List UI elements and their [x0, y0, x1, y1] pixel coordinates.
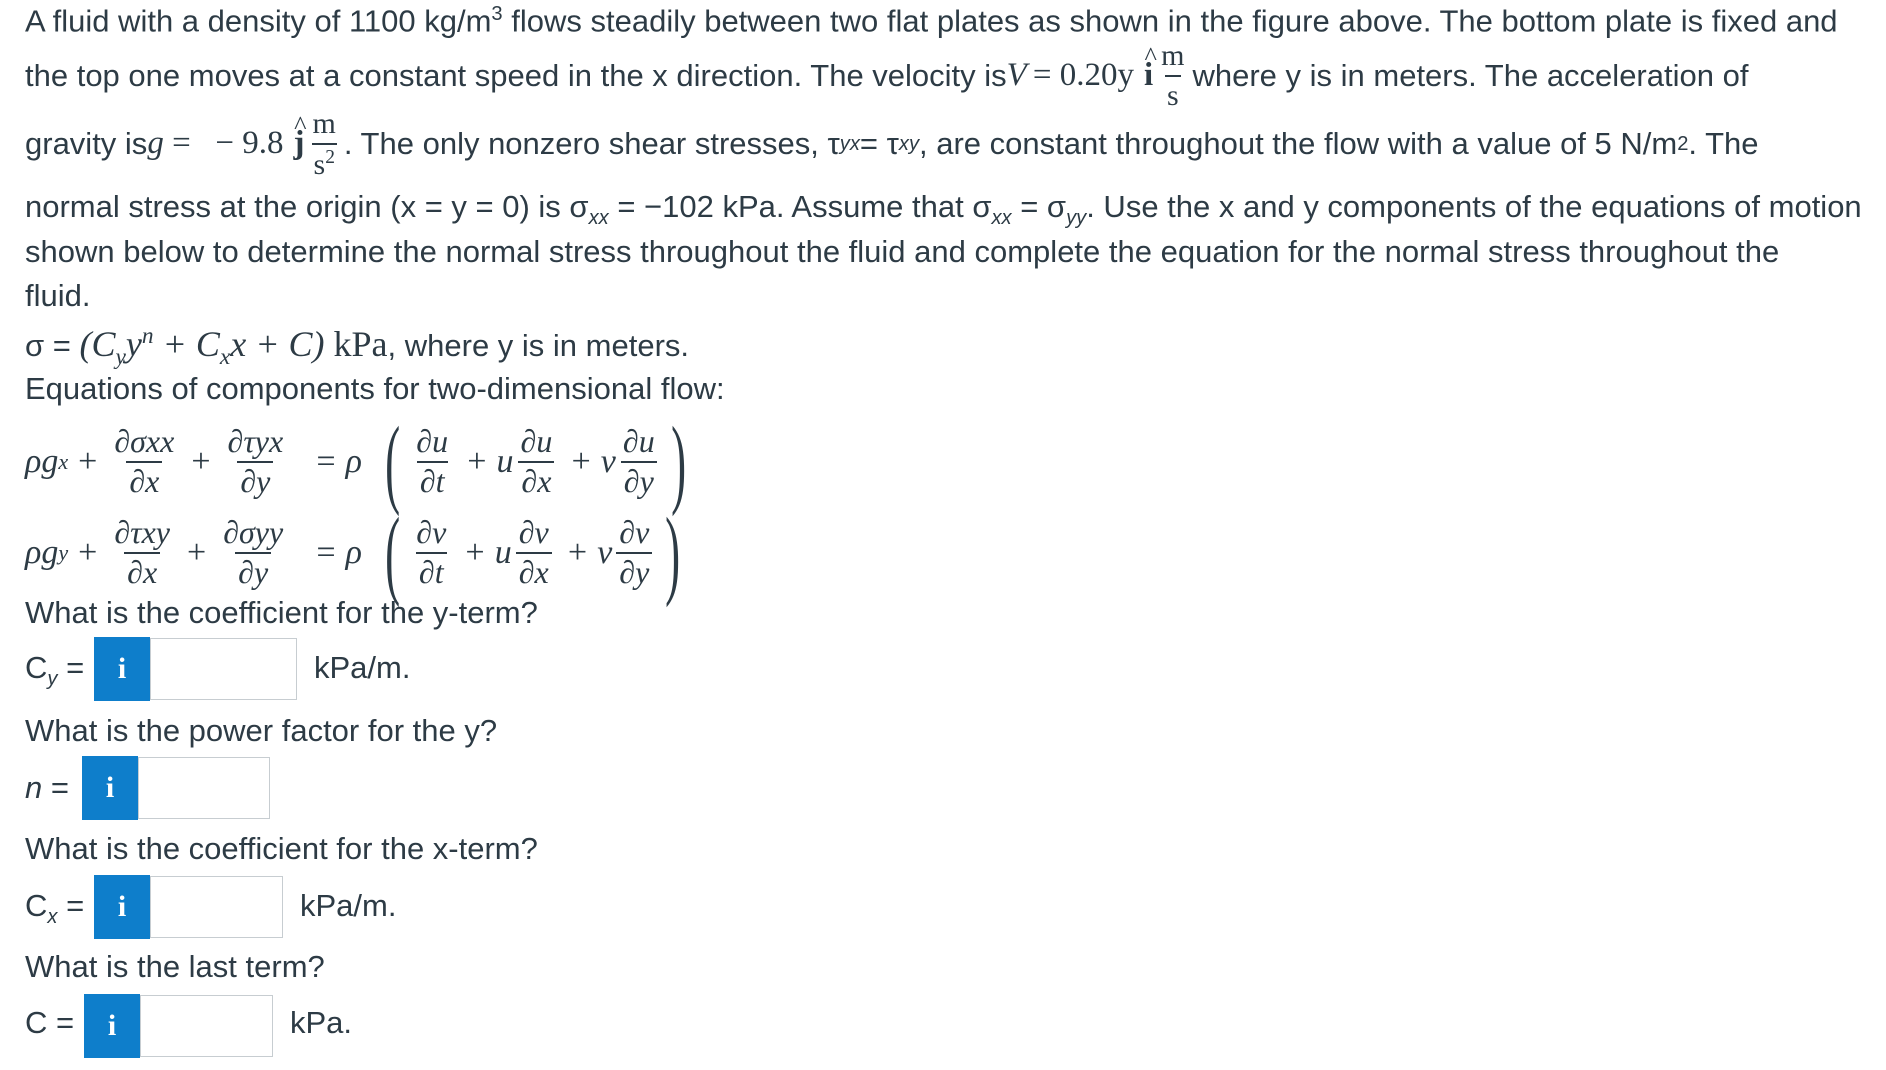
label-text: C: [25, 650, 48, 685]
question-text: What is the last term?: [25, 949, 325, 984]
subscript: xy: [898, 132, 920, 155]
j-hat-unit-vector: ^ j: [294, 124, 305, 164]
velocity-units: [1159, 40, 1186, 111]
subscript: y: [58, 540, 69, 565]
question-text: What is the coefficient for the y-term?: [25, 595, 538, 630]
fraction-denominator: ∂x: [126, 461, 162, 499]
unit-denominator: [312, 143, 337, 181]
n-info-button[interactable]: i: [82, 756, 138, 820]
x-momentum-equation: [25, 406, 695, 517]
problem-text: = −102 kPa. Assume that σ: [608, 189, 992, 224]
fraction-numerator: ∂u: [520, 423, 553, 460]
eq-term: + u: [463, 534, 512, 571]
eq-term: + v: [569, 443, 616, 480]
subscript: yx: [839, 132, 860, 155]
problem-text: = σ: [1011, 189, 1067, 224]
label-eq: =: [42, 770, 69, 805]
unit-s: s: [313, 147, 326, 181]
subscript: y: [115, 344, 126, 371]
fraction-numerator: ∂σxx: [114, 423, 175, 460]
subscript: x: [47, 906, 58, 929]
eq-fraction: [111, 516, 173, 589]
expr-unit: kPa: [324, 324, 388, 364]
problem-line-2: [25, 40, 1748, 111]
eq-rho: = ρ: [314, 534, 362, 571]
fraction-denominator: ∂x: [516, 552, 552, 590]
n-answer-input[interactable]: [138, 757, 270, 819]
fraction-numerator: ∂u: [416, 423, 449, 460]
expr-part: y: [125, 324, 142, 364]
gravity-units: [311, 108, 338, 180]
eq-fraction: [413, 425, 451, 498]
label-eq: =: [57, 888, 85, 923]
n-label: [25, 770, 69, 806]
fraction-numerator: ∂v: [619, 514, 650, 551]
question-text: What is the coefficient for the x-term?: [25, 831, 538, 866]
problem-text: where y is in meters. The acceleration of: [1192, 57, 1749, 93]
velocity-symbol: V: [1006, 56, 1027, 93]
question-cy: [25, 594, 538, 631]
fraction-numerator: ∂u: [622, 423, 655, 460]
heading-text: Equations of components for two-dimensional flow:: [25, 371, 725, 406]
eq-rho: = ρ: [314, 443, 362, 480]
eq-lhs: ρg: [25, 443, 59, 480]
eq-fraction: [516, 516, 552, 589]
label-text: n: [25, 770, 43, 805]
fraction-numerator: ∂τyx: [227, 423, 284, 460]
subscript: x: [219, 344, 231, 371]
cy-label: [25, 650, 84, 691]
fraction-denominator: ∂y: [616, 552, 652, 590]
problem-text: the top one moves at a constant speed in the x direction. The velocity is: [25, 57, 1007, 93]
equations-heading: [25, 370, 725, 407]
gravity-expression: = − 9.8: [163, 125, 284, 162]
unit-denominator: s: [1165, 75, 1181, 112]
subscript: x: [58, 449, 69, 474]
label-text: C: [25, 888, 48, 923]
fraction-denominator: ∂y: [621, 461, 657, 499]
fraction-denominator: ∂y: [237, 461, 273, 499]
eq-fraction: [616, 516, 652, 589]
expr-part: + C): [246, 324, 325, 364]
gravity-symbol: g: [147, 125, 164, 162]
problem-text: . Use the x and y components of the equations of motion: [1086, 189, 1862, 224]
fraction-denominator: ∂x: [124, 552, 160, 590]
cy-unit: kPa/m.: [314, 650, 411, 685]
c-info-button[interactable]: i: [84, 994, 140, 1058]
eq-fraction: [413, 516, 449, 589]
eq-term: + u: [465, 443, 514, 480]
plus-operator: +: [191, 443, 211, 480]
velocity-expression: = 0.20y: [1032, 56, 1134, 93]
plus-operator: +: [78, 443, 98, 480]
fraction-denominator: ∂x: [518, 461, 554, 499]
superscript: 3: [491, 3, 503, 25]
fraction-denominator: ∂y: [235, 552, 271, 590]
question-c: [25, 948, 325, 985]
fraction-numerator: ∂v: [416, 514, 447, 551]
right-paren: ): [665, 497, 681, 608]
eq-term: + v: [565, 534, 613, 571]
superscript: n: [141, 323, 154, 349]
label-eq: =: [47, 1005, 75, 1040]
problem-line-6: [25, 277, 90, 314]
plus-operator: +: [78, 534, 98, 571]
problem-text: . The only nonzero shear stresses, τ: [343, 126, 840, 162]
left-paren: (: [385, 497, 401, 608]
eq-fraction: [220, 516, 286, 589]
fraction-numerator: ∂τxy: [114, 514, 170, 551]
plus-operator: +: [187, 534, 207, 571]
fraction-numerator: ∂v: [518, 514, 549, 551]
problem-text: = τ: [859, 126, 899, 162]
fraction-denominator: ∂t: [417, 461, 448, 499]
cy-info-button[interactable]: i: [94, 637, 150, 701]
fraction-denominator: ∂t: [416, 552, 447, 590]
i-hat-unit-vector: ^ i: [1144, 56, 1153, 96]
label-text: C: [25, 1005, 48, 1040]
eq-fraction: [111, 425, 177, 498]
expr-part: x: [230, 324, 247, 364]
eq-fraction: [518, 425, 556, 498]
problem-text: gravity is: [25, 126, 148, 162]
problem-text: . The: [1688, 126, 1759, 162]
left-paren: (: [385, 406, 401, 517]
cx-info-button[interactable]: i: [94, 875, 150, 939]
unit-numerator: m: [1161, 39, 1185, 72]
c-label: [25, 1005, 74, 1041]
superscript: 2: [1677, 132, 1689, 155]
problem-text: , where y is in meters.: [387, 328, 690, 363]
problem-text: fluid.: [25, 278, 91, 313]
subscript: y: [47, 668, 58, 691]
unit-numerator: m: [312, 107, 336, 140]
stress-equation: [25, 322, 689, 371]
problem-line-4: [25, 188, 1862, 230]
problem-text: , are constant throughout the flow with a value of 5 N/m: [919, 126, 1678, 162]
eq-lhs: ρg: [25, 534, 59, 571]
y-momentum-equation: [25, 497, 690, 608]
superscript: 2: [325, 146, 335, 168]
problem-text: normal stress at the origin (x = y = 0) is σ: [25, 189, 589, 224]
c-answer-input[interactable]: [140, 995, 273, 1057]
problem-text: A fluid with a density of 1100 kg/m: [25, 3, 492, 39]
subscript: xx: [588, 207, 609, 230]
question-text: What is the power factor for the y?: [25, 713, 498, 748]
expr-part: + C: [153, 324, 220, 364]
subscript: yy: [1066, 207, 1087, 230]
problem-line-1: [25, 2, 1838, 40]
fraction-numerator: ∂σyy: [223, 514, 284, 551]
cx-label: [25, 888, 84, 929]
stress-expression: [79, 322, 387, 371]
cx-unit: kPa/m.: [300, 888, 397, 923]
subscript: xx: [991, 207, 1012, 230]
expr-part: (C: [79, 324, 116, 364]
right-paren: ): [670, 406, 686, 517]
c-unit: kPa.: [290, 1005, 353, 1040]
question-n: [25, 712, 497, 749]
label-eq: =: [57, 650, 85, 685]
cx-answer-input[interactable]: [150, 876, 283, 938]
problem-text: shown below to determine the normal stress throughout the fluid and complete the equation for the normal stress throughout the: [25, 234, 1780, 269]
eq-fraction: [620, 425, 658, 498]
problem-line-5: [25, 233, 1779, 270]
problem-text: flows steadily between two flat plates as shown in the figure above. The bottom plate is fixed and: [502, 3, 1838, 39]
cy-answer-input[interactable]: [150, 638, 297, 700]
question-cx: [25, 830, 538, 867]
sigma-lhs: σ =: [25, 328, 80, 363]
problem-line-3: [25, 108, 1759, 180]
eq-fraction: [225, 425, 287, 498]
